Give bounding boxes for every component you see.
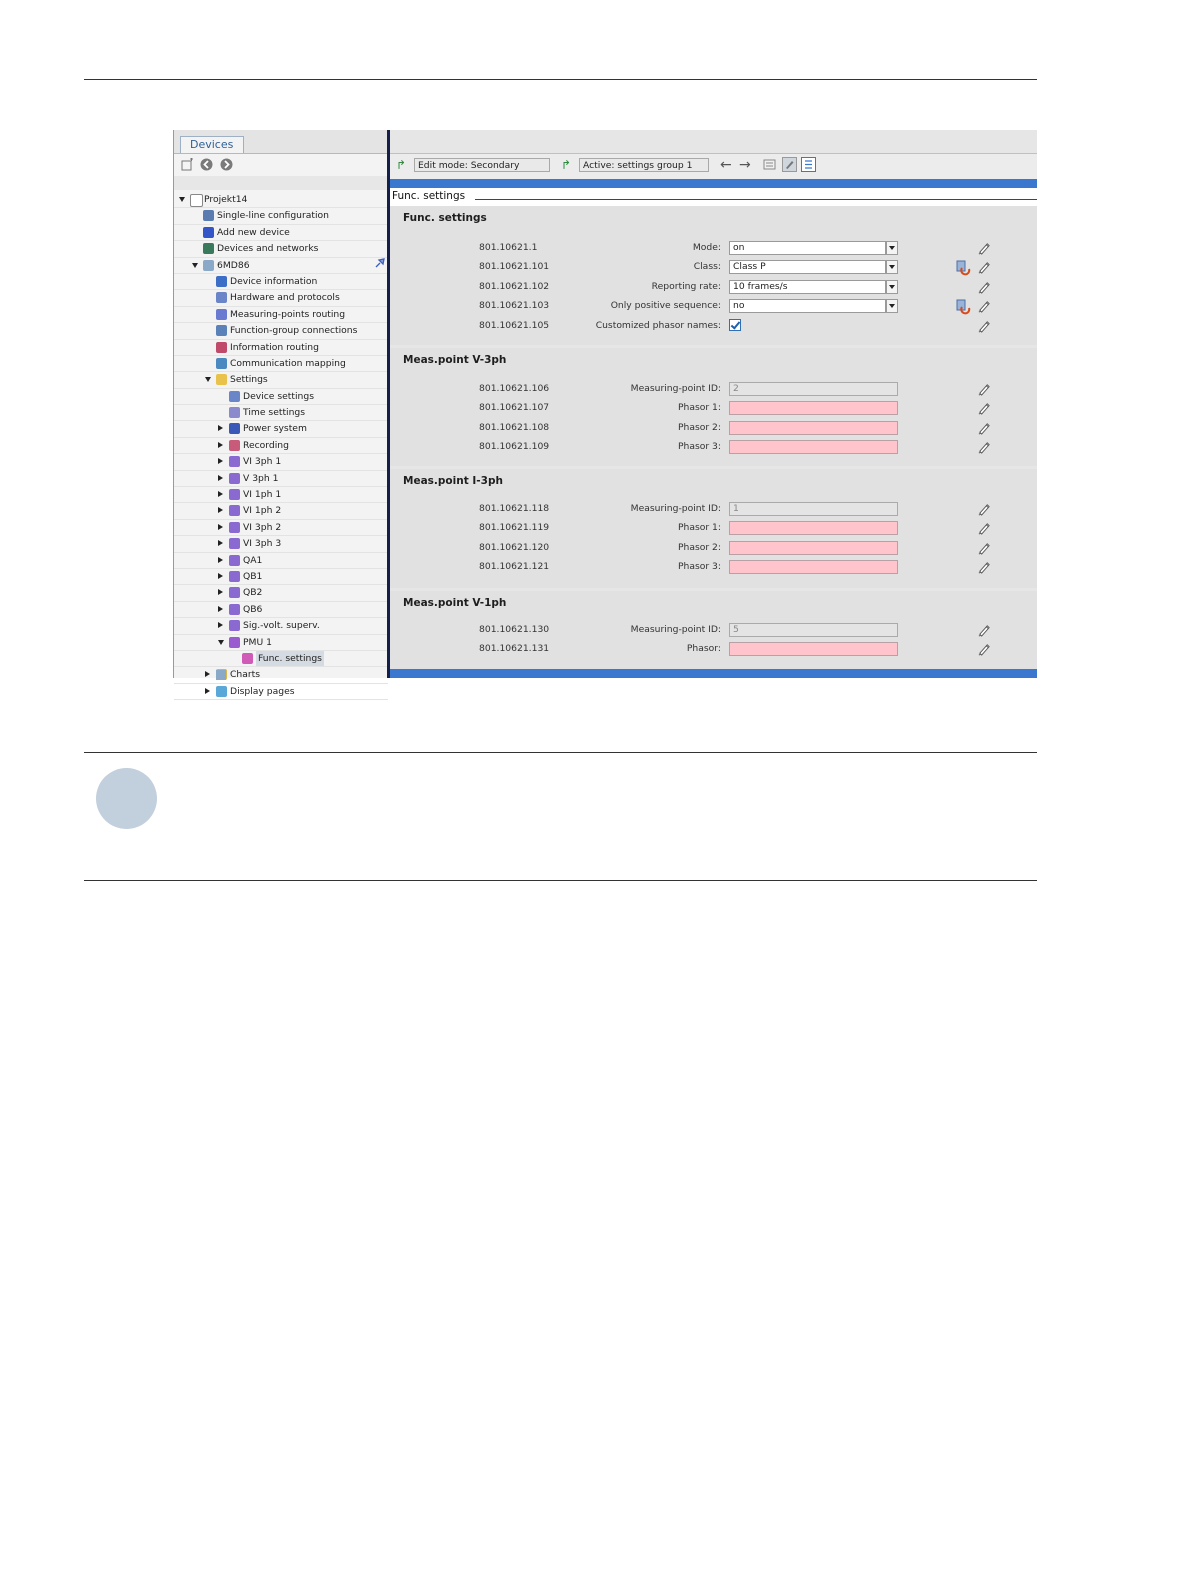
parameter-row xyxy=(390,259,1037,278)
expand-down-icon[interactable] xyxy=(192,263,198,268)
expand-right-icon[interactable] xyxy=(205,688,210,694)
tree-item[interactable] xyxy=(174,274,388,290)
pin-icon[interactable] xyxy=(374,257,386,269)
function-group-icon xyxy=(229,473,240,484)
tree-item[interactable] xyxy=(174,602,388,618)
tree-item-label: Add new device xyxy=(217,226,290,238)
tree-item[interactable] xyxy=(174,405,388,421)
parameter-value-field[interactable] xyxy=(729,541,898,555)
tree-item-label: Device information xyxy=(230,275,318,287)
expand-right-icon[interactable] xyxy=(218,573,223,579)
tree-item-label: Time settings xyxy=(243,407,306,419)
parameter-label: Only positive sequence: xyxy=(610,300,721,312)
parameter-value-field[interactable] xyxy=(729,421,898,435)
info-icon xyxy=(216,276,227,287)
parameter-row xyxy=(390,318,1037,337)
function-group-icon xyxy=(229,604,240,615)
parameter-number: 801.10621.109 xyxy=(479,441,550,453)
edit-pencil-icon[interactable] xyxy=(977,280,991,294)
group-title: Func. settings xyxy=(403,212,487,224)
settings-folder-icon xyxy=(216,374,227,385)
tree-item[interactable] xyxy=(174,290,388,306)
parameter-row xyxy=(390,520,1037,539)
screenshot-frame xyxy=(173,130,1037,697)
tree-item-label: Sig.-volt. superv. xyxy=(243,620,320,632)
function-group-icon xyxy=(229,505,240,516)
parameter-number: 801.10621.131 xyxy=(479,643,550,655)
tree-item[interactable] xyxy=(174,520,388,536)
settings-group xyxy=(390,469,1037,588)
recording-icon xyxy=(229,440,240,451)
parameter-row xyxy=(390,622,1037,641)
edit-pencil-icon[interactable] xyxy=(977,642,991,656)
tree-item[interactable] xyxy=(174,585,388,601)
parameter-value-field[interactable] xyxy=(729,401,898,415)
parameter-number: 801.10621.107 xyxy=(479,402,550,414)
comm-mapping-icon xyxy=(216,358,227,369)
tree-item-label: Information routing xyxy=(230,341,319,353)
tree-toolbar xyxy=(174,154,388,176)
parameter-number: 801.10621.130 xyxy=(479,624,550,635)
parameter-value-field[interactable] xyxy=(729,560,898,574)
parameter-label: Mode: xyxy=(692,242,721,253)
settings-group xyxy=(390,206,1037,345)
tree-item-label: Devices and networks xyxy=(217,243,319,255)
active-group-field[interactable]: Active: settings group 1 xyxy=(579,158,709,172)
tree-item[interactable] xyxy=(174,421,388,437)
editor-toolbar xyxy=(390,154,1037,179)
parameter-label: Phasor: xyxy=(686,643,721,655)
tree-item-label: Projekt14 xyxy=(204,194,248,205)
edit-pencil-icon[interactable] xyxy=(977,382,991,396)
expand-right-icon[interactable] xyxy=(218,458,223,464)
arrow-left-icon[interactable]: ← xyxy=(720,157,732,173)
parameter-number: 801.10621.120 xyxy=(479,541,550,553)
power-system-icon xyxy=(229,423,240,434)
bottom-rule xyxy=(84,880,1037,881)
function-group-icon xyxy=(229,538,240,549)
dropdown-arrow-icon[interactable] xyxy=(886,241,898,255)
section-header xyxy=(390,188,1037,206)
tree-item[interactable] xyxy=(174,667,388,683)
tree-item-label: VI 3ph 2 xyxy=(243,521,282,533)
tree-item-label: QB1 xyxy=(243,570,263,582)
tree-item-label: Measuring-points routing xyxy=(230,308,346,320)
edit-pencil-icon[interactable] xyxy=(977,241,991,255)
top-rule xyxy=(84,79,1037,80)
tree-item-label: Settings xyxy=(230,374,268,386)
tree-item-label: Single-line configuration xyxy=(217,210,330,222)
parameter-label: Phasor 1: xyxy=(677,522,721,534)
edit-pencil-icon[interactable] xyxy=(977,440,991,454)
parameter-label: Class: xyxy=(693,261,721,273)
parameter-row xyxy=(390,298,1037,317)
tree-item[interactable] xyxy=(174,192,388,208)
edit-view-icon[interactable] xyxy=(782,157,797,172)
device-settings-icon xyxy=(229,391,240,402)
parameter-row xyxy=(390,420,1037,439)
new-folder-icon[interactable] xyxy=(181,158,194,171)
parameter-label: Phasor 3: xyxy=(677,561,721,573)
network-icon xyxy=(203,243,214,254)
function-group-icon xyxy=(229,456,240,467)
tree-item-label: Func. settings xyxy=(258,652,322,664)
display-pages-icon xyxy=(216,686,227,697)
expand-right-icon[interactable] xyxy=(218,589,223,595)
project-icon xyxy=(190,194,203,207)
tree-item[interactable] xyxy=(174,618,388,634)
reset-icon[interactable] xyxy=(956,299,970,313)
back-icon[interactable] xyxy=(200,158,213,171)
parameter-number: 801.10621.106 xyxy=(479,383,550,394)
tree-item[interactable] xyxy=(174,438,388,454)
expand-down-icon[interactable] xyxy=(179,197,185,202)
expand-right-icon[interactable] xyxy=(218,475,223,481)
parameter-value-field[interactable] xyxy=(729,642,898,656)
middle-rule xyxy=(84,752,1037,753)
tree-item[interactable] xyxy=(174,635,388,651)
parameter-number: 801.10621.108 xyxy=(479,421,550,433)
dropdown-arrow-icon[interactable] xyxy=(886,280,898,294)
tree-item[interactable] xyxy=(174,569,388,585)
section-title-rule xyxy=(475,199,1037,200)
tree-item-label: QA1 xyxy=(243,554,263,566)
parameter-number: 801.10621.105 xyxy=(479,319,550,331)
edit-pencil-icon[interactable] xyxy=(977,560,991,574)
parameter-value-field: 2 xyxy=(729,382,898,396)
tree-item[interactable] xyxy=(174,651,388,667)
expand-right-icon[interactable] xyxy=(205,671,210,677)
dropdown-arrow-icon[interactable] xyxy=(886,260,898,274)
tree-item-label: Hardware and protocols xyxy=(230,292,340,304)
edit-pencil-icon[interactable] xyxy=(977,521,991,535)
parameter-label: Phasor 3: xyxy=(677,441,721,453)
hardware-icon xyxy=(216,292,227,303)
info-circle-icon xyxy=(96,768,157,829)
tree-item[interactable] xyxy=(174,487,388,503)
expand-down-icon[interactable] xyxy=(218,640,224,645)
parameter-number: 801.10621.101 xyxy=(479,261,550,273)
parameter-value-field[interactable]: no xyxy=(729,299,886,313)
tree-item[interactable] xyxy=(174,258,388,274)
parameter-value-field: 5 xyxy=(729,623,898,637)
edit-mode-field[interactable]: Edit mode: Secondary xyxy=(414,158,550,172)
tree-header-strip xyxy=(174,176,388,190)
parameter-row xyxy=(390,559,1037,578)
parameter-row xyxy=(390,540,1037,559)
func-settings-icon xyxy=(242,653,253,664)
tree-item-label: Charts xyxy=(230,669,261,681)
parameter-row xyxy=(390,279,1037,298)
tree-item-label: QB2 xyxy=(243,587,263,599)
single-line-icon xyxy=(203,210,214,221)
parameter-label: Phasor 2: xyxy=(677,541,721,553)
routing-icon xyxy=(216,309,227,320)
edit-pencil-icon[interactable] xyxy=(977,299,991,313)
tree-cutoff-row xyxy=(216,670,226,681)
group-title: Meas.point V-3ph xyxy=(403,354,507,366)
tree-item[interactable] xyxy=(174,340,388,356)
tree-item-label: VI 3ph 1 xyxy=(243,456,282,468)
tree-item[interactable] xyxy=(174,372,388,388)
tree-item-label: Device settings xyxy=(243,390,314,402)
tree-item[interactable] xyxy=(174,356,388,372)
dropdown-arrow-icon[interactable] xyxy=(886,299,898,313)
tree-item-label: Function-group connections xyxy=(230,325,358,337)
tree-item[interactable] xyxy=(174,323,388,339)
expand-right-icon[interactable] xyxy=(218,507,223,513)
function-group-icon xyxy=(229,555,240,566)
group-title: Meas.point I-3ph xyxy=(403,475,503,487)
time-settings-icon xyxy=(229,407,240,418)
editor-accent-bar-top xyxy=(390,179,1037,188)
tree-item-label: Recording xyxy=(243,439,289,451)
parameter-value-field[interactable] xyxy=(729,521,898,535)
tree-item[interactable] xyxy=(174,454,388,470)
reset-icon[interactable] xyxy=(956,260,970,274)
tree-item-label: VI 3ph 3 xyxy=(243,538,282,550)
editor-accent-bar-bottom xyxy=(390,669,1037,678)
expand-right-icon[interactable] xyxy=(218,622,223,628)
tree-list xyxy=(174,192,388,700)
expand-right-icon[interactable] xyxy=(218,606,223,612)
parameter-number: 801.10621.121 xyxy=(479,561,550,573)
tree-item[interactable] xyxy=(174,684,388,700)
parameter-label: Customized phasor names: xyxy=(595,319,721,331)
tree-item-label: VI 1ph 2 xyxy=(243,505,282,517)
parameter-number: 801.10621.118 xyxy=(479,503,550,514)
settings-editor xyxy=(390,130,1037,678)
parameter-label: Measuring-point ID: xyxy=(630,503,721,514)
parameter-value-field[interactable]: 10 frames/s xyxy=(729,280,886,294)
function-group-icon xyxy=(229,587,240,598)
tree-item[interactable] xyxy=(174,307,388,323)
arrow-right-icon[interactable]: → xyxy=(739,157,751,173)
tree-item-label: Power system xyxy=(243,423,307,435)
edit-pencil-icon[interactable] xyxy=(977,401,991,415)
edit-pencil-icon[interactable] xyxy=(977,623,991,637)
function-group-icon xyxy=(229,620,240,631)
edit-pencil-icon[interactable] xyxy=(977,319,991,333)
function-group-icon xyxy=(229,522,240,533)
expand-right-icon[interactable] xyxy=(218,540,223,546)
settings-group xyxy=(390,591,1037,669)
expand-down-icon[interactable] xyxy=(205,377,211,382)
tree-item[interactable] xyxy=(174,241,388,257)
tree-item-label: Communication mapping xyxy=(230,357,346,369)
settings-group xyxy=(390,348,1037,466)
tree-item[interactable] xyxy=(174,225,388,241)
expand-right-icon[interactable] xyxy=(218,442,223,448)
tree-item[interactable] xyxy=(174,208,388,224)
tree-tab-bar xyxy=(174,130,388,154)
edit-pencil-icon[interactable] xyxy=(977,502,991,516)
devices-tab[interactable]: Devices xyxy=(180,136,244,153)
parameter-row xyxy=(390,400,1037,419)
tree-item[interactable] xyxy=(174,503,388,519)
edit-pencil-icon[interactable] xyxy=(977,421,991,435)
parameter-label: Measuring-point ID: xyxy=(630,383,721,394)
edit-pencil-icon[interactable] xyxy=(977,541,991,555)
parameter-row xyxy=(390,439,1037,458)
parameter-number: 801.10621.1 xyxy=(479,242,538,253)
parameter-number: 801.10621.103 xyxy=(479,300,550,312)
expand-right-icon[interactable] xyxy=(218,524,223,530)
parameter-value-field[interactable]: Class P xyxy=(729,260,886,274)
function-group-icon xyxy=(229,489,240,500)
parameter-label: Phasor 2: xyxy=(677,421,721,433)
parameter-row xyxy=(390,381,1037,400)
group-title: Meas.point V-1ph xyxy=(403,597,507,609)
tree-item-label: QB6 xyxy=(243,603,263,615)
tree-item-label: VI 1ph 1 xyxy=(243,489,282,501)
info-routing-icon xyxy=(216,342,227,353)
parameter-value-field[interactable] xyxy=(729,440,898,454)
tree-item[interactable] xyxy=(174,389,388,405)
expand-right-icon[interactable] xyxy=(218,557,223,563)
tree-item-label: V 3ph 1 xyxy=(243,472,279,484)
edit-pencil-icon[interactable] xyxy=(977,260,991,274)
connections-icon xyxy=(216,325,227,336)
parameter-value-field[interactable]: on xyxy=(729,241,886,255)
add-device-icon xyxy=(203,227,214,238)
parameter-checkbox[interactable] xyxy=(729,319,741,331)
tree-item-label: PMU 1 xyxy=(243,636,272,648)
editor-top-bar xyxy=(390,130,1037,154)
active-group-arrow-icon[interactable]: ↱ xyxy=(561,158,572,172)
project-tree-panel xyxy=(173,130,387,697)
device-icon xyxy=(203,260,214,271)
function-group-icon xyxy=(229,571,240,582)
forward-icon[interactable] xyxy=(220,158,233,171)
pmu-icon xyxy=(229,637,240,648)
parameter-number: 801.10621.119 xyxy=(479,522,550,534)
tree-item[interactable] xyxy=(174,553,388,569)
tree-item[interactable] xyxy=(174,536,388,552)
parameter-value-field: 1 xyxy=(729,502,898,516)
parameter-label: Phasor 1: xyxy=(677,402,721,414)
parameter-row xyxy=(390,501,1037,520)
expand-right-icon[interactable] xyxy=(218,491,223,497)
parameter-label: Reporting rate: xyxy=(651,280,721,292)
parameter-row xyxy=(390,641,1037,660)
parameter-row xyxy=(390,240,1037,259)
expand-right-icon[interactable] xyxy=(218,425,223,431)
parameter-number: 801.10621.102 xyxy=(479,280,550,292)
tree-item-label: 6MD86 xyxy=(217,259,250,271)
compare-icon[interactable] xyxy=(762,157,777,172)
tree-item[interactable] xyxy=(174,471,388,487)
list-view-icon[interactable] xyxy=(801,157,816,172)
tree-item-label: Display pages xyxy=(230,685,295,697)
section-title: Func. settings xyxy=(392,190,466,202)
edit-mode-arrow-icon[interactable]: ↱ xyxy=(396,158,407,172)
parameter-label: Measuring-point ID: xyxy=(630,624,721,635)
